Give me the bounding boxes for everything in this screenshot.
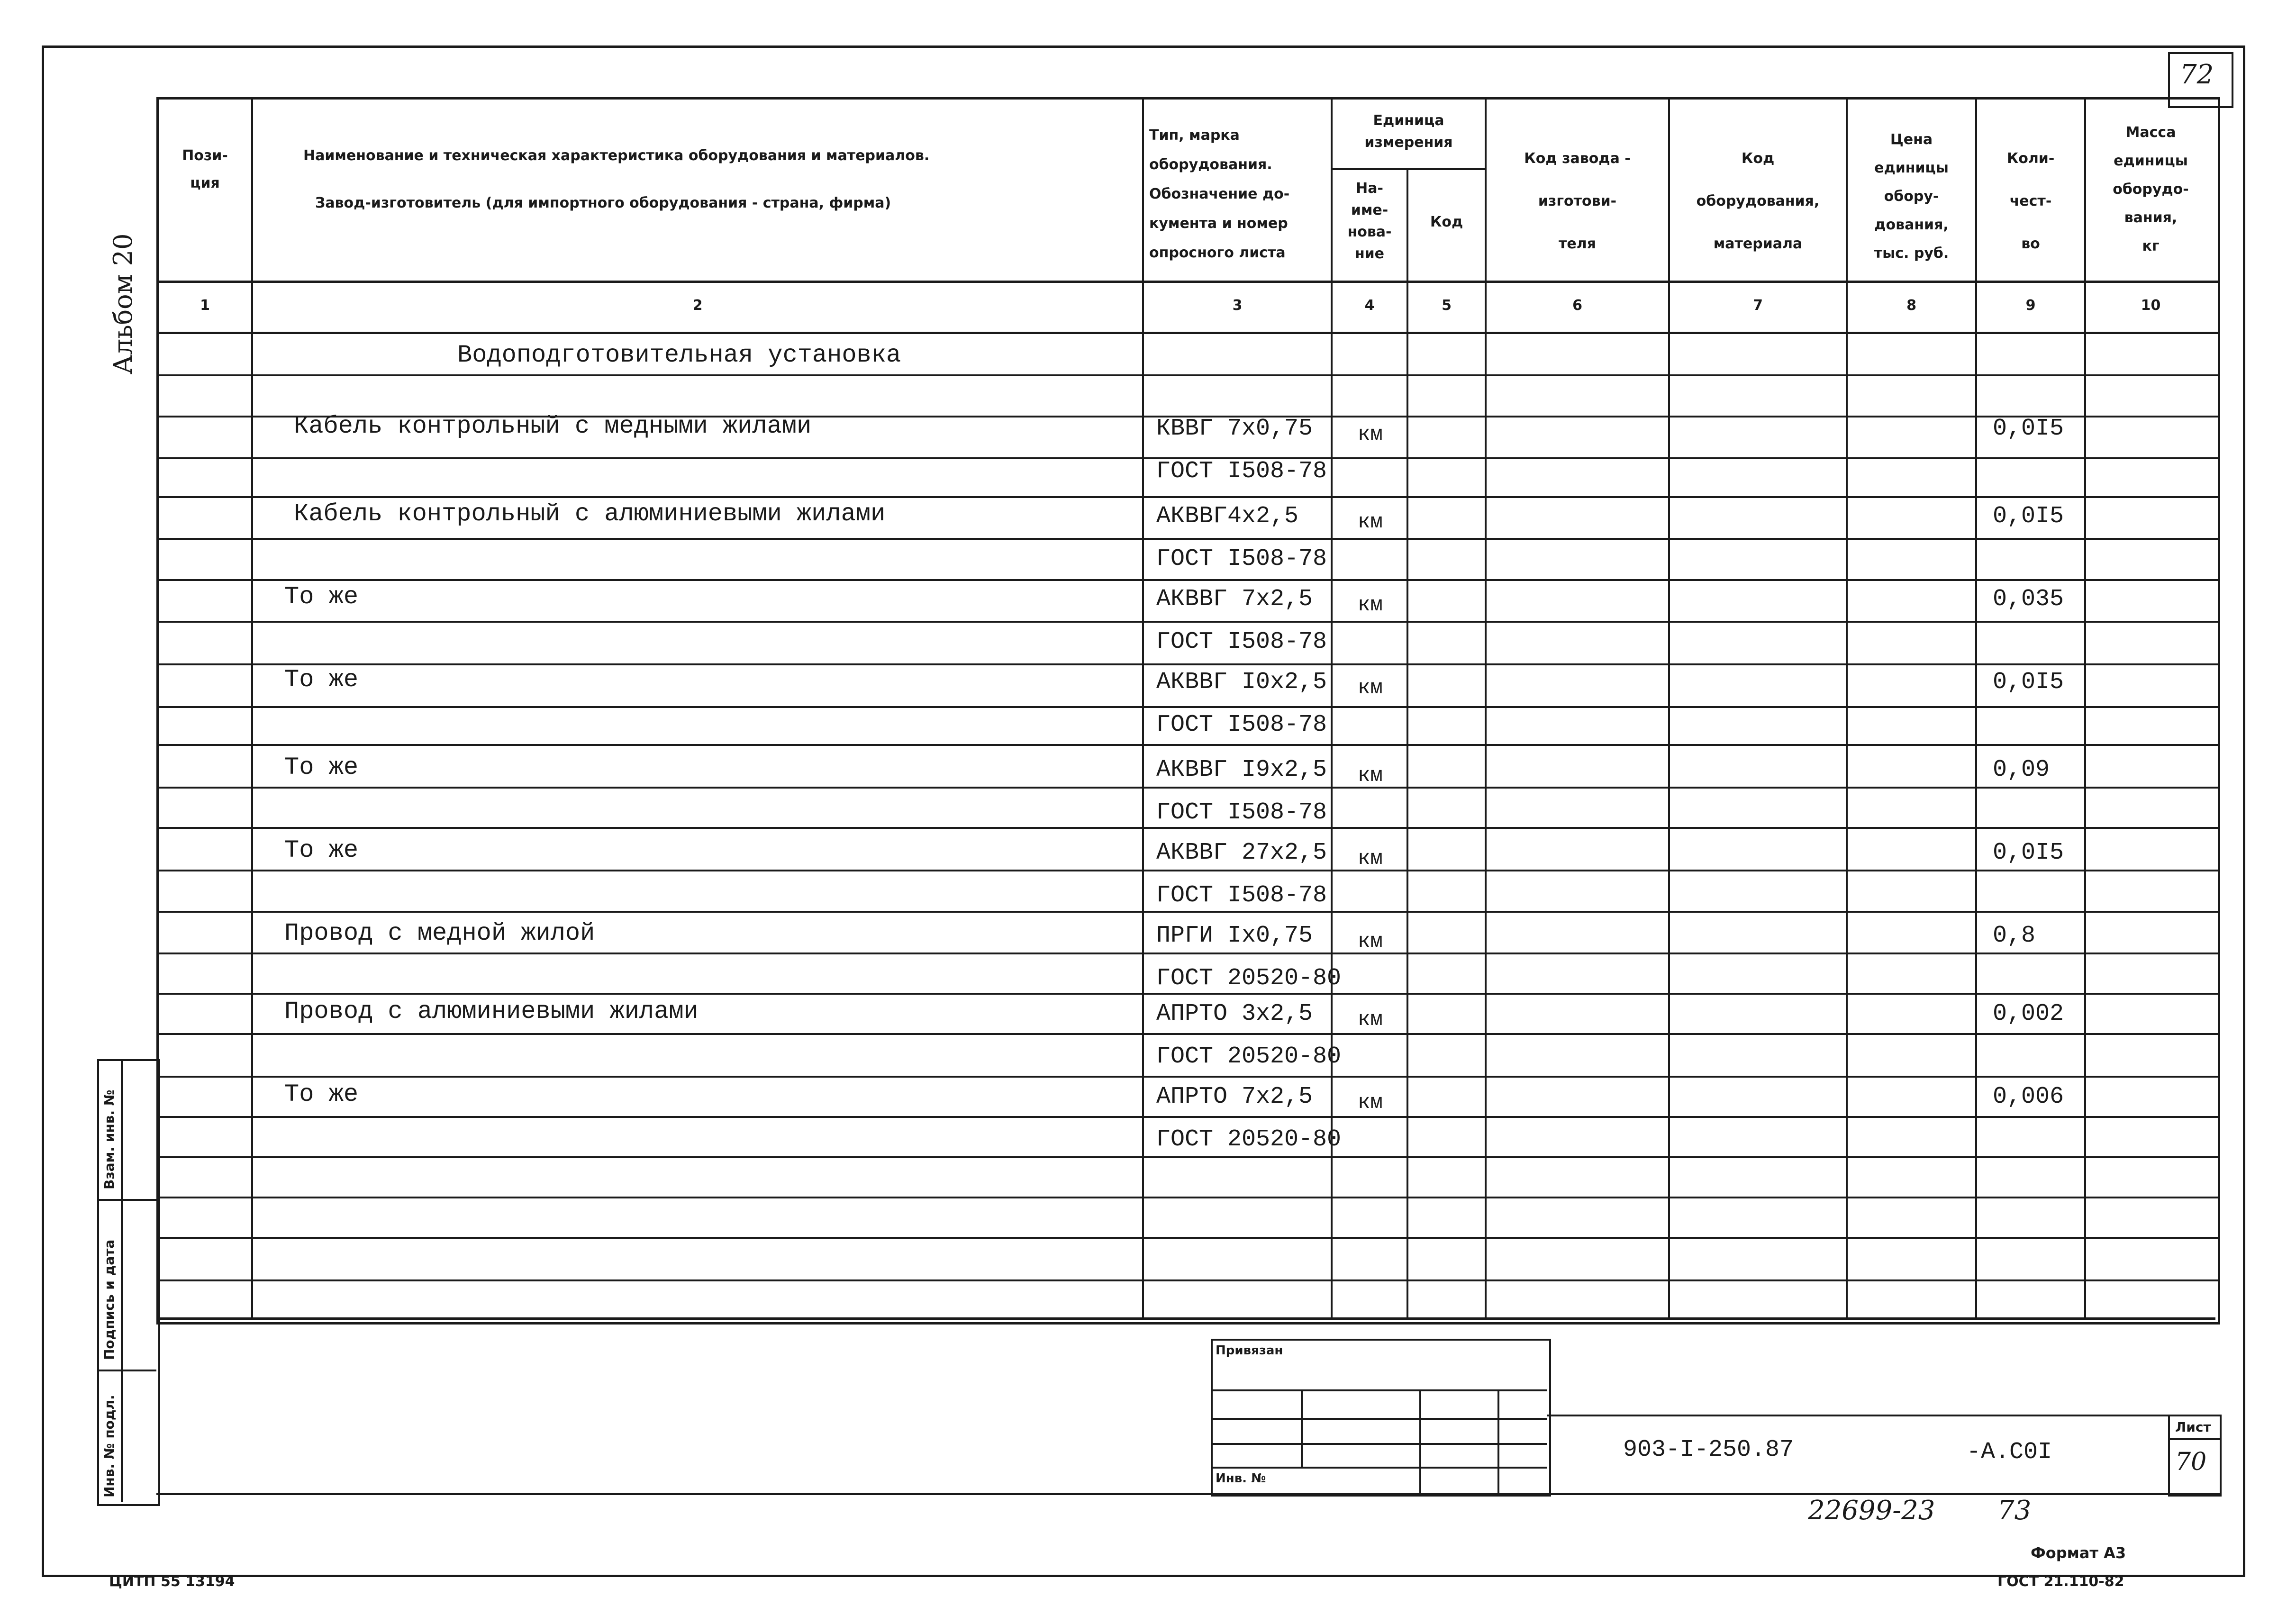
- item-unit: км: [1358, 847, 1383, 871]
- row-line: [159, 911, 2218, 913]
- item-doc: ГОСТ 20520-80: [1156, 1043, 1342, 1070]
- item-name: То же: [284, 583, 359, 611]
- colnum-10: 10: [2141, 297, 2161, 314]
- item-type: АКВВГ I9х2,5: [1156, 756, 1327, 783]
- item-unit: км: [1358, 676, 1383, 700]
- privyazan-label: Привязан: [1216, 1343, 1283, 1358]
- col-line-1: [251, 97, 253, 1320]
- privyazan-line-3: [1211, 1443, 1547, 1445]
- item-name: Кабель контрольный с медными жилами: [294, 412, 812, 440]
- colnum-2: 2: [692, 297, 703, 314]
- privyazan-line-4: [1211, 1467, 1547, 1469]
- item-type: АКВВГ4х2,5: [1156, 503, 1299, 530]
- row-line: [159, 953, 2218, 954]
- colnum-bottom-line: [159, 332, 2218, 334]
- row-line: [159, 744, 2218, 746]
- item-qty: 0,002: [1993, 1000, 2064, 1027]
- item-doc: ГОСТ 20520-80: [1156, 1126, 1342, 1153]
- stamp-inv-podl: Инв. № подл.: [101, 1395, 117, 1497]
- colnum-3: 3: [1232, 297, 1243, 314]
- side-stamp-line-2: [97, 1370, 156, 1371]
- item-name: То же: [284, 1080, 359, 1108]
- side-stamp-line-1: [97, 1199, 156, 1201]
- sheet-value: 70: [2175, 1448, 2207, 1476]
- album-label: Альбом 20: [108, 233, 138, 374]
- col-line-9: [2084, 97, 2086, 1320]
- privyazan-line-2: [1211, 1418, 1547, 1420]
- stamp-vzam-inv: Взам. инв. №: [101, 1089, 117, 1189]
- col-line-6: [1668, 97, 1670, 1320]
- header-quantity: Коли- чест- во: [2006, 150, 2055, 252]
- header-name-line2: Завод-изготовитель (для импортного оборудования - страна, фирма): [315, 195, 891, 211]
- row-line: [159, 374, 2218, 376]
- row-line: [159, 621, 2218, 623]
- row-line: [159, 1033, 2218, 1035]
- item-type: АКВВГ I0х2,5: [1156, 669, 1327, 696]
- row-line: [159, 827, 2218, 829]
- item-qty: 0,0I5: [1993, 839, 2064, 866]
- row-line: [159, 870, 2218, 871]
- col-line-2: [1142, 97, 1144, 1320]
- colnum-6: 6: [1572, 297, 1582, 314]
- side-stamp-divider: [121, 1059, 123, 1502]
- section-title: Водоподготовительная установка: [457, 341, 901, 369]
- privyazan-col-1: [1301, 1389, 1303, 1467]
- header-factory-code: Код завода - изготови- теля: [1524, 150, 1631, 252]
- item-unit: км: [1358, 510, 1383, 534]
- colnum-9: 9: [2025, 297, 2036, 314]
- sheet-label: Лист: [2175, 1419, 2211, 1435]
- header-equipment-code: Код оборудования, материала: [1696, 150, 1820, 252]
- item-name: То же: [284, 753, 359, 781]
- row-line: [159, 1197, 2218, 1198]
- item-type: КВВГ 7х0,75: [1156, 415, 1313, 442]
- item-type: АПРТО 7х2,5: [1156, 1083, 1313, 1110]
- stamp-podpis-data: Подпись и дата: [101, 1239, 117, 1360]
- item-unit: км: [1358, 593, 1383, 617]
- row-line: [159, 993, 2218, 995]
- col-line-5: [1485, 97, 1487, 1320]
- doc-suffix: -А.С0I: [1967, 1439, 2052, 1466]
- inv-no-label: Инв. №: [1216, 1471, 1266, 1486]
- item-type: АКВВГ 27х2,5: [1156, 839, 1327, 866]
- row-line: [159, 538, 2218, 540]
- row-line: [159, 1279, 2218, 1281]
- row-line: [159, 1076, 2218, 1078]
- item-name: Провод с медной жилой: [284, 919, 595, 947]
- sheet-number-top: 72: [2180, 59, 2214, 90]
- colnum-4: 4: [1364, 297, 1375, 314]
- item-doc: ГОСТ 20520-80: [1156, 965, 1342, 992]
- header-price: Цена единицы обору- дования, тыс. руб.: [1874, 131, 1949, 262]
- right-stamp: ГОСТ 21.110-82: [1997, 1573, 2124, 1590]
- item-doc: ГОСТ I508-78: [1156, 458, 1327, 485]
- item-unit: км: [1358, 930, 1383, 953]
- header-name-line1: Наименование и техническая характеристика оборудования и материалов.: [303, 147, 930, 164]
- left-stamp: ЦИТП 55 13194: [109, 1573, 235, 1590]
- item-doc: ГОСТ I508-78: [1156, 799, 1327, 826]
- header-unit-name: На- име- нова- ние: [1347, 180, 1392, 262]
- handwritten-page: 73: [1997, 1495, 2032, 1526]
- row-line: [159, 663, 2218, 665]
- sheet-box-line: [2168, 1438, 2220, 1440]
- col-line-8: [1975, 97, 1977, 1320]
- item-qty: 0,09: [1993, 756, 2050, 783]
- item-doc: ГОСТ I508-78: [1156, 545, 1327, 572]
- item-doc: ГОСТ I508-78: [1156, 711, 1327, 738]
- item-unit: км: [1358, 423, 1383, 446]
- item-type: ПРГИ Iх0,75: [1156, 922, 1313, 949]
- row-line: [159, 496, 2218, 498]
- doc-code-line: [1547, 1415, 2220, 1416]
- item-unit: км: [1358, 1091, 1383, 1115]
- col-line-7: [1846, 97, 1848, 1320]
- colnum-1: 1: [200, 297, 210, 314]
- item-qty: 0,006: [1993, 1083, 2064, 1110]
- row-line: [159, 1237, 2218, 1239]
- item-unit: км: [1358, 764, 1383, 788]
- privyazan-line-1: [1211, 1389, 1547, 1391]
- row-line: [159, 1116, 2218, 1118]
- item-qty: 0,0I5: [1993, 503, 2064, 530]
- item-unit: км: [1358, 1008, 1383, 1032]
- privyazan-col-3: [1497, 1389, 1499, 1494]
- handwritten-code: 22699-23: [1808, 1495, 1935, 1526]
- row-line: [159, 706, 2218, 708]
- privyazan-col-2: [1419, 1389, 1421, 1494]
- colnum-7: 7: [1753, 297, 1763, 314]
- title-block-top: [156, 1317, 2215, 1320]
- header-mass: Масса единицы оборудо- вания, кг: [2113, 124, 2189, 254]
- row-line: [159, 787, 2218, 789]
- item-qty: 0,035: [1993, 586, 2064, 613]
- header-unit: Единица измерения: [1364, 112, 1453, 151]
- item-qty: 0,0I5: [1993, 415, 2064, 442]
- item-doc: ГОСТ I508-78: [1156, 628, 1327, 655]
- item-name: То же: [284, 666, 359, 694]
- item-qty: 0,8: [1993, 922, 2036, 949]
- colnum-8: 8: [1906, 297, 1916, 314]
- doc-code: 903-I-250.87: [1623, 1436, 1794, 1463]
- colnum-5: 5: [1442, 297, 1452, 314]
- item-name: То же: [284, 836, 359, 864]
- item-name: Провод с алюминиевыми жилами: [284, 998, 699, 1025]
- item-qty: 0,0I5: [1993, 669, 2064, 696]
- format-label: Формат А3: [2031, 1544, 2126, 1562]
- item-type: АКВВГ 7х2,5: [1156, 586, 1313, 613]
- header-type: Тип, марка оборудования. Обозначение до- кумента и номер опросного листа: [1149, 127, 1290, 261]
- col-line-4: [1407, 168, 1408, 1320]
- header-bottom-line: [159, 281, 2218, 283]
- row-line: [159, 579, 2218, 581]
- row-line: [159, 1156, 2218, 1158]
- header-position: Пози- ция: [182, 147, 228, 191]
- item-name: Кабель контрольный с алюминиевыми жилами: [294, 500, 886, 528]
- header-unit-code: Код: [1430, 214, 1463, 230]
- item-doc: ГОСТ I508-78: [1156, 882, 1327, 909]
- item-type: АПРТО 3х2,5: [1156, 1000, 1313, 1027]
